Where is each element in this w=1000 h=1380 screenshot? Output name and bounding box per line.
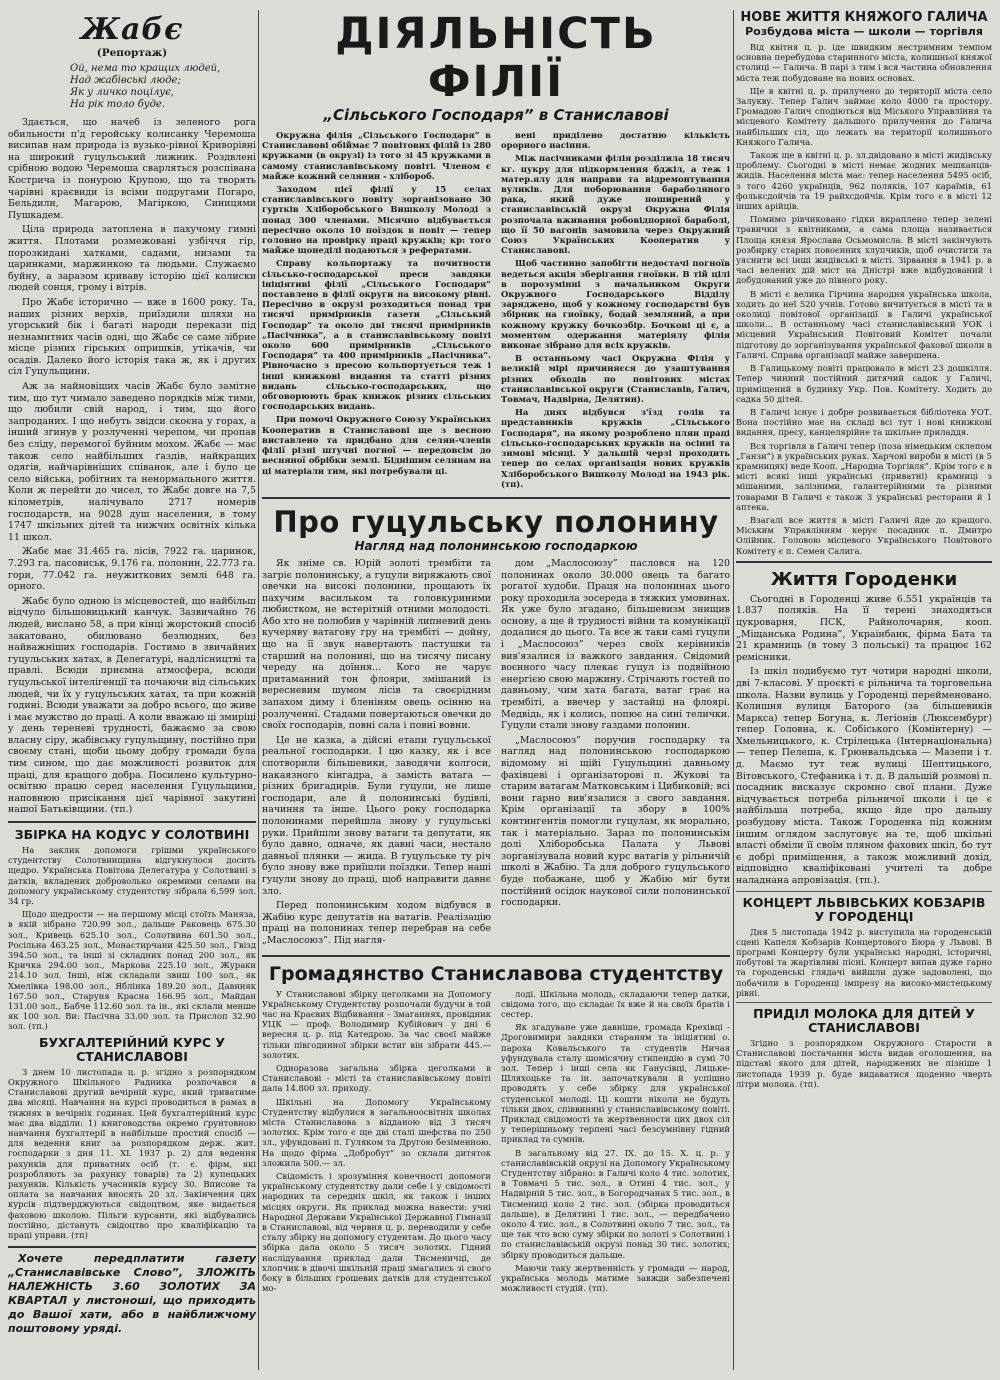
studenty-paragraph: Маючи таку жертвенність у громади — народ, українська молодь матиме завжди забезпечені можливості студій. (тп). [501,1262,730,1294]
galych-paragraph: Від квітня ц. р. іде швидким нестримним темпом основна перебудова старинного міста, колишньої княжої столиці — Галича. В парі з тим і вся частина обновлення міста теж побудоване на нових основах. [736,42,992,83]
column-rule [258,10,259,1370]
koncert-paragraph: Дня 5 листопада 1942 р. виступила на городенській сцені Капеля Кобзарів Концертового Бюра у Львові. В програмі Концерту були українські народні, історичні, побутові та жартівливі пісні. Концерт випав дуже гарно та городенські глядачі вийшли дуже задоволені, що побачили в Городенці імпрезу на високо-мистецькому рівні. [736,926,992,998]
galych-paragraph: Вся торгівля в Галичі тепер (поза німецьким склепом „Ганзи”) в українських руках. Харчові вироби в місті (в 5 крамницях) веде Кооп. „Народна Торгівля”. Крім того є в місті всякі інші українські (приватні) крамниці з мішаними, залізними, галантерійними та різними товарами В Галичі є також 3 українські ресторани й 1 аптека. [736,440,992,512]
zbirka-paragraph: На заклик допомоги грішми українського студентству Солотвинщина відгукнулося досить щедро. Українська Повітова Делегатура у Солотвині з датків, вкладених доброволько окремими селами на допомогу українському студентству зібрала 6,599 зол. 34 гр. [8,845,256,907]
polonyna-article [262,558,730,950]
zhabe-paragraph: Здається, що начеб із зеленого рога обильности п'д геройську колисанку Черемоша висипав нам природа із вузько-рівної Криворівні на широкий гуцульський лижник. Роздвлені срібною водою Черемоша сварляться розспівана Кострича із понурою Крупою, що та творять чарівні краєвиди із всіми подругами Погаро, Бельдилн, Магарою, Магіркою, Синицями Пушкадем. [8,117,256,221]
gorodenka-paragraph: Із шкіл подибуємо тут чотири народні школи, дві 7-класові. У проєкті є рільнича та торговельна школа. Назви вулиць у Городенці перейменовано. Колишня вулиця Баторого (за більшевиків Маркса) тепер Богуна, к. Легіонів (Люксембург) тепер Головна, к. Собіського (Комінтерну) — Хмельницького, к. Стрілецька (Інтернаціональна) — тепер Пелеша, к. Грюнвальдська — Мазепи і т. д. Маємо тут теж вулиці Шептицького, Вітовського, Стефаника і т. д. В дальшій розмові п. посадник висказує скромно свої плани. Дуже відчувається потреба рільничої школи і це є найбільша потреба, якщо йде про дальшу розбудову міста. Також Городенка під кожним іншим оглядом заслуговує на те, щоб шкільні власті обміли її своїм пляном фахових шкіл, бо тут є добрі приміщення, а також можливий дохід, відповідно кваліфіковані учителі та добре наладнана апровізація. (тп.). [736,666,992,886]
poem-line: Як у личко поцілує, [70,87,174,98]
polonyna-paragraph: Як зніме св. Юрій золоті трембіти та загріє полонинську, а гуцули виряжають свої овечки на високі полонини, прощають їх пахучим васильком та головкуриними любистком, не встерітній отними молодості. Або хто не полюбив у чарівній липневий день кучеряву ватагову гру на трембіті — дойну, що на її звук навертають пастушки та старший на полонині, що на тисячу писану череду на доїння... Кого не чарує притаманний тон флояри, змішаний із вересневим шумом лісів та своєрідним запахом диму і бленіням овець осінню на розлученні. Стадами повертаються овечки до своїх господарів, повні сала і повні вовни. [262,557,491,732]
gorodenka-title: Життя Городенки [770,568,958,590]
divider [736,561,992,563]
divider [262,955,730,957]
zbirka-paragraph: Щодо щедрости — на першому місці стоїть Маняза, в якій зібрано 720.99 зол., дальше Раковець 675.30 зол., Кривець 625.10 зол., Солотвина 601.50 зол., Росільна 463.25 зол., Монастирчани 425.50 зол., Гвізд 394.50 зол., та інші зі складних понад 200 зол., як Кричка 294.00 зол., Маркова 225.10 зол., Жураки 214.10 зол. Інші, ніж складали звиш 100 зол., як Хмелівка 198.00 зол., Яблінка 189.20 зол., Давиняк 167.50 зол., Старуня Красна 166.95 зол., Майдан 131.00 зол., Бабче 112.60 зол. та ін., які склали менше як 100 зол. Ви: Пасічна 33.00 зол. та Прислоп 32.90 зол. (тп.) [8,909,256,1032]
koncert-title: КОНЦЕРТ ЛЬВІВСЬКИХ КОБЗАРІВ У ГОРОДЕНЦІ [742,894,986,924]
zhabe-subtitle: (Репортаж) [96,47,168,59]
filia-paragraph: На днях відбувся з'їзд голів та представників кружків „Сільського Господаря”, на якому розроблено плян праці сільсько-господарських кружків на осінні та зимові місяці. У дальшій черзі проходить тепер по селах організація нових кружків Хліборобського Вишколу Молоді на 1943 рік. (тп). [501,407,730,489]
galych-paragraph: Помимо рівчиковано гідки вкраплено тепер зелені травички з квітниками, а сама площа називається Площа князя Ярослава Осьмомисла. В місті закінчують розбирку старих повоєнних хлупчиків, щоб очистити та уяснити всі інші жидівські в місті. Зірвання в 1941 р. в часі велених дій міст на Дністрі вже відбудований і добудований уже до півного року. [736,214,992,286]
studenty-paragraph: Шкільні на Допомогу Українському Студентству відбулися в загальноосвітніх школах міста Станиславова з відданою від 3 тисяч золотих. Крім того є ще дві сталі шефства по 250 зл., уфундовані п. Гуляком та Другою безіменною. На щодо фірма „Добробут” зо склали дитяток зложила 500.— зл. [262,1096,491,1168]
divider [736,1002,992,1003]
poem-line: На рік толо буде. [70,99,166,110]
right-column [736,10,992,1372]
filia-paragraph: Окружна філія „Сільського Господаря” в Станиславові обіймає 7 повітових філій із 280 кружками (в окрузі) із того зі 45 кружками в самому станиславівському повіті. Членом є майже кожний селянин - хлібороб. [262,130,491,181]
center-column [262,10,730,1372]
filia-paragraph: вені приділено достатню кількість орорного насіння. [501,130,730,151]
filia-paragraph: Між пасічниками філія розділила 18 тисяч кг. цукру для підкормлення бджіл, а теж і матер.ялу для направи та відремонтування вуликів. Для поборювання бараболяного рака, який дуже поширений у станиславівській окрузі Окружна Філія розпочала вживання робовідпорної бараболі, що її 50 вагонів замовила через Окружний Союз Українських Кооператив у Станиславові. [501,153,730,256]
galych-paragraph: Взагалі все життя в місті Галичі йде до кращого. Міським Управлінням керує посадник п. Дмитро Олійник. Головою місцевого Українського Повітового Комітету є п. Семен Салига. [736,514,992,556]
filia-article [262,130,730,492]
column-rule [733,10,734,1370]
studenty-paragraph: Свідомість і зрозуміння конечності допомоги українському студентству дали себе і у свідомості народних та середніх шкіл, як також і інших місцях округи. Як приклад можна навести: учні Народної Держави Української Державної Гімназії в Станиславові, від червня ц. р. переводили у себе сталу збірку на допомогу студентам. До цього часу збірка дала около 5 тисяч золотих. Гідний наслідування приклад дали Тисменичці, де хлопчик в дівочі шкільній праці змагались зі свого боку в більших грошевих датків для студентської мо- [262,1170,491,1294]
galych-paragraph: Також ще в квітні ц. р. зл.двідовано в місті жидівську проблему. Сьогодні в місті немає жодних мешканців-жидів. Населення міста має: тепер населення 5495 осіб, з того 4260 українців, 962 поляків, 107 караїмів, 61 фольксдойчів та 19 райхсдойчів. Крім того є в місті 12 інших арійців. [736,150,992,212]
kurs-paragraph: З днем 10 листопада ц. р. згідно з розпорядком Окружного Шкільного Радника розпочався в Станиславові другий вечірній курс, який триватиме два місяці. Навчання на курсі проводиться в рамах в тижнях в вечірніх годинах. Цей бухгалтерійний курс має два відділи: 1) книговодства окремо ґрунтовною навчання бухгалтерії в найбільше простий спосіб — для ведення книг за розпорядком держ. жит. господарки з дня 11. XI. 1937 р. 2) для ведення рахунків для приватних осіб (т. є. фірм, які розробляють за рахунку товарів) та 2) купецьких рахунків. Кількість учасників курсу 30. Вписове та оплата за навчання вносять 20 зл. Закінчення цих курсів підтверджуються свідоцтвом, яке видається фаховою школою. Пільги курсанти, які відбувались постійно, дістануть свідоцтво про кваліфікацію та праці управи. (тп) [8,1066,256,1240]
galych-subtitle: Розбудова міста — школи — торгівля [745,25,983,38]
galych-title: НОВЕ ЖИТТЯ КНЯЖОГО ГАЛИЧА [740,10,988,25]
filia-paragraph: Справу кольпортажу та почитности сільсько-господарської преси завдяки ініціятиві філії „Сільського Господаря” поставлено в філії округи на високому рівні. Пересічно в окрузі розходиться понад три тисячі примірників газети „Сільський Господар” та около дві тисячі примірників „Пасічника”, а в станиславівському повіті около 600 примірників „Сільського Господаря” та 400 примірників „Пасічника”. Рівночасно з пресою кольпортується теж і інші книжкові видання та статті різних видань сільсько-господарських, що обговорюють брак книжок різних сільських господарських видань. [262,258,491,412]
divider [8,821,256,823]
polonyna-title: Про гуцульську полонину [273,504,719,539]
galych-paragraph: В Галицькому повіті працювало в місті 23 дошкілля. Тепер чинний постійний дитячий садок у Галичі, приміщений в будинку Укр. Пов. Комітету. Ходить до садка 50 дітей. [736,363,992,404]
galych-paragraph: В місті є велика Гірчина народня українська школа, ходить до неї 520 учнів. Готово вичитується в місті та в околиці повітової організації в Галичі української школи... В останньому часі станиславівський УОК і місцевий Український Повітовий Комітет почали підготову до зорганізування української фахової школи в Галичі. Справа організації майже завершена. [736,288,992,360]
polonyna-paragraph: дом „Маслосоюзу” пасловся на 120 полонинах около 30.000 овець та багато рогатої худоби. Праця на полонинах цього року проходила зосереда в тяжких умовинах. Як уже було згадано, більшевизм знищив основу, а ще й трудності війни та комунікації додалися до цього. Та все ж таки самі гуцули і „Маслосоюз” через своїх керівників вив'язалися із важкого завдання. Свідомий воєнного часу плекає гуцул із подвійною енергією свою маржину. Стрічають гостей по давньому, чим хата багата, ватаг грає на трембіті, а ввечер у застайці на флоярі. Медвідь, як і колись, попює на сині телички. Гуцули стали знову газдами полонин. [501,557,730,732]
zhabe-poem [8,63,256,111]
studenty-article [262,989,730,1297]
moloko-paragraph: Згідно з розпорядком Окружного Старости в Станиславові постачання міста видав оголошення, на підставі якого для дітей, народжених не пізніше 1 листопада 1939 р. буде видаватися щоденно чверть літри молока. (тп). [736,1038,992,1089]
polonyna-paragraph: Це не казка, а дійсні етапи гуцульської реальної господарки. І цю казку, як і все спотворили більшевики, заводячи колгоси, накаязного кінгадра, а замість ватага — різних бригадирів. Були гуцули, не лише господари, але й полонинські будівлі, начиння та інше. Цього року господарка полонинами перейшла знову у гуцульські руки. Прийшли знову ватаги та депутати, як було давно, одначе, як давні часи, нестало давньої плянки — жида. В гуцульське ту річ було знову вже приїшли поїздки. Тепер наші гуцули знову до праці, щоб направити давнє зло. [262,734,491,897]
studenty-paragraph: В загальному від 27. IX. до 15. X. ц. р. у станиславівській окрузі на Допомогу Українському Студентству зібрано: в Галичі коло 4 тис. золотих, в Товмачі 5 тис. зол., в Отині 4 тис. зол., у Надвірній 5 тис. зол., в Богородчанах 5 тис. зол., в Тисмениці коло 2 тис. зол. (збірка проводиться дальше), в Делятині 1 тис. зол., — передбачено около 4 тис. зол., в Солотвині около 7 тис. зол., та ще так что всю суму збірки по золоті з Солотвині і по станиславівській окрузі понад 30 тис. золотих; збірку проводиться дальше. [501,1147,730,1260]
zhabe-title: Жабє [80,12,184,47]
filia-paragraph: При помочі Окружного Союзу Українських Кооператив в Станиславові ще з весною виставлено та придбано для селян-членів філії різні штучні погної — передовсім до весняної обрібки землі. Біднішим селянам на ці матеріали тим, які потребували ці. [262,414,491,476]
studenty-paragraph: У Станиславові збірку цеголками на Допомогу Українському Студентству розпочали будучи в той час на Краєвих Відбивання - Змаганнях, провідник УЦК — проф. Володимир Кубійович у дні 6 вересня ц. р. під Катедрою. За час своєї майже тільки півгодинної збірки встиг він зібрати 445.— золотих. [262,988,491,1060]
zhabe-paragraph: Жабє було одною із місцевостей, що найбільш відчуло більшовицький канчук. Зазвичайно 76 людей, вислано 58, а при кінці жорстокий спосіб закатовано, обилювано безлюдних, без найважніших господарів. Гостимо в звичайних гуцульських хатах, в Делегатурі, надлісництві та правлі. Всюди приємна атмосфера, всюди гуцульської інтелігенції та почаючи від сільських людей, чи їх у гуцульських хатах, та при кожній годині. Всюди уважати за добро всього, що живе і має мужство до праці. А коли вважаю ці змиріці у день тереневі трудності, бажаємо за свою власну сіру, жабівську гуцульщину, постійно при своєму стані, щоби цьому добру громади була тим сином, що дає можливості розвиток для праці, для кращого добра. Посилено культурно-освітню працю серед населення Гуцульщини, наповнюю присікання цієї чарівної закутині нашої Батьківщини. (тп.) [8,595,256,816]
poem-line: Над жабівські люде; [70,75,181,86]
divider [736,891,992,892]
gorodenka-paragraph: Сьогодні в Городенці живе 6.551 українців та 1.837 поляків. На її терені знаходяться цукроварня, ПСК, Райнолочарня, кооп. „Міщанська Родина”, Украінбанк, фірма Бата та 21 крамниць (в тому 3 польські) та працює 162 ремісники. [736,593,992,663]
filia-paragraph: В останньому часі Окружна Філія у великій мірі причиняєся до узаштування різних обходів по повітових містах станиславівської округи (Станиславів, Галич, Товмач, Надвірна, Делятин). [501,353,730,405]
filia-title: ДІЯЛЬНІСТЬ ФІЛІЇ [335,10,657,107]
studenty-paragraph: Одноразова загальна збірка цеголками в Станиславові - місті та станиславівському повіті дала 14.800 зл. приходу. [262,1062,491,1094]
zhabe-paragraph: Ціла природа затоплена в пахучому гимні життя. Плотами розмежовані узбіччя гір, порозкидані хатками, садами, низами та царинками, маржинкою та людьми. Служаємо буйну, а заразом криваву історію цієї колиски людей сонця, грому і вітрів. [8,224,256,294]
filia-subtitle: „Сільського Господаря” в Станиславові [323,106,669,124]
polonyna-paragraph: „Маслосоюз” поручив господарку та нагляд над полонинською господаркою відомому ні щійі Гуцульщині давньому фахівцеві і організаторові п. Жукові та старим ватагам Матковським і Цибиковій; всі вони гарно вив'язалися з свого завдання. Крім організації та збору в 100% контингентів помогли гуцулам, як морально, так і матеріально. Зараз по полонинськім долі Хліборобська Палата у Львові зорганізувала новий курс ватагів у рільничій школі в Жабію. Та для доброго гуцульського буде побажане, щоб у Жабію міг бути постійний осідок наукової сили полонинської господарки. [501,734,730,909]
polonyna-subtitle: Нагляд над полонинською господаркою [354,538,638,553]
divider [262,497,730,499]
galych-paragraph: Ще в квітні ц. р. прилучено до території міста село Залукву. Тепер Галич займає коло 4000 га простору. Громадою Галич сподіються від Міського Управління та місцевого Комітету дальшого прилучення до Галича найбільших сіл, що лежать на території колишнього Княжого Галича. [736,85,992,147]
moloko-title: ПРИДІЛ МОЛОКА ДЛЯ ДІТЕЙ У СТАНИСЛАВОВІ [753,1006,975,1036]
filia-paragraph: Заходом цієї філії у 15 селах станиславівського повіту зорганізовано 30 гуртків Хліборобського Вишколу Молоді з понад 300 членами. Місячно відбувається пересічно около 10 поїздок в повіт — тепер головно на провірку праці кружків; кр: того майже щонеділі подаються з рефератами. [262,184,491,256]
polonyna-paragraph: Перед полонинським ходом відбувся в Жабію курс депутатів на ватагів. Реалізацію праці на полонинах тепер перебрав на себе „Маслосоюз”. Під нагля- [262,900,491,946]
zhabe-paragraph: Про Жабє історично — вже в 1600 року. Та, наших різних верхів, приїздили шляхи на угорський бік і багаті народи перекази під незнамитних часів одні, що Жабє се саме зібрие місце різних гірських опришків, утікачів, чи осадів. Далеко його історія така ж, як і других сіл Гуцульщини. [8,296,256,378]
left-column [8,10,256,1372]
galych-paragraph: В Галичі існує і добре розвивається бібліотека УОТ. Вона постійно має на складі всі тут і нові книжкові видання, пресу, канцелярійне та шкільне приладдя. [736,406,992,438]
poem-line: Ой, нема то кращих людей, [70,63,221,74]
kurs-title: БУХГАЛТЕРІЙНИЙ КУРС У СТАНИСЛАВОВІ [38,1034,226,1064]
subscription-ad-text: Хочете передплатити газету „Станиславівське Слово”, ЗЛОЖІТЬ НАЛЕЖНІСТЬ 3.60 ЗОЛОТИХ ЗА КВАРТАЛ у листоноші, що приходить до Вашої хати, або в найближчому поштовому уряді. [8,1252,256,1336]
studenty-paragraph: лоді. Шкільна молодь, складаючи тепер датки, свідома того, що складає їх вже й на своїх братів і сестер. [501,988,730,1019]
subscription-ad [8,1246,256,1336]
studenty-paragraph: Як згадуване уже давніше, громада Крехівці - Дроговимири завдяки стараням та ініціятиві о. пароха Ковальського та студентів Ничая уфундувала сталу шомісячну стипендію в сумі 70 зол. Тепер і інші села як Ганусівці, Ляцьке-Шляхоцьке та ін. започаткували й успішно проводять у себе збірку для української студенської молоді. Ці кошти ніколи не будуть тільки двох, співвиняні у станиславівському повіті. Приклад свідомості та жертвенности цих двох сіл у теперішньому терпені часі безсумнівну гідний приклад та сумнів. [501,1022,730,1145]
zhabe-paragraph: Аж за найновіших часів Жабє було замітне тим, що тут чимало заведено порядків між тими, що любили свій народ, і тим, що його запроданих. І що небуть звідси скоєна у горах, а інший згинув у розлученні черепом, чи пропав без сліду, перемогої буйним мохом. Жабє — має також село найбільших ґаздів, найкращих одягів, найчарівніших співанок, але і було це село війська, робітних та ненормального життя. Коли ж перейти до чисел, то Жабє довге на 7,5 кілометрів, налічувало 2717 номерів господарств, на 9028 душ населення, в тому 1747 шкільних дітей та нижчих освітніх кілька 11 школ. [8,381,256,543]
zbirka-title: ЗБІРКА НА КОДУС У СОЛОТВИНІ [14,827,250,843]
studenty-title: Громадянство Станиславова студентству [268,962,724,985]
filia-paragraph: Щоб частинно запобігти недостачі погноїв ведеться акція зберігання гноївки. В тій цілі в порозумінні з начальником Округи Окружного Господарського Відділу заряджено, щоб у кожному господарстві був збірник на гноївку, бодай земляний, а при кожному кружку бочкозбір. Бочкові ці є, а моментом одержання матеріялу філія виконає зібрано для всіх кружків. [501,258,730,351]
zhabe-stats: Жабє має 31.465 га. лісів, 7922 га. царинок, 7.293 га. пасовиськ, 9.176 га. полонин, 22.773 га. гори, 77.042 га. неужиткових землі 648 га. орного. [8,546,256,593]
